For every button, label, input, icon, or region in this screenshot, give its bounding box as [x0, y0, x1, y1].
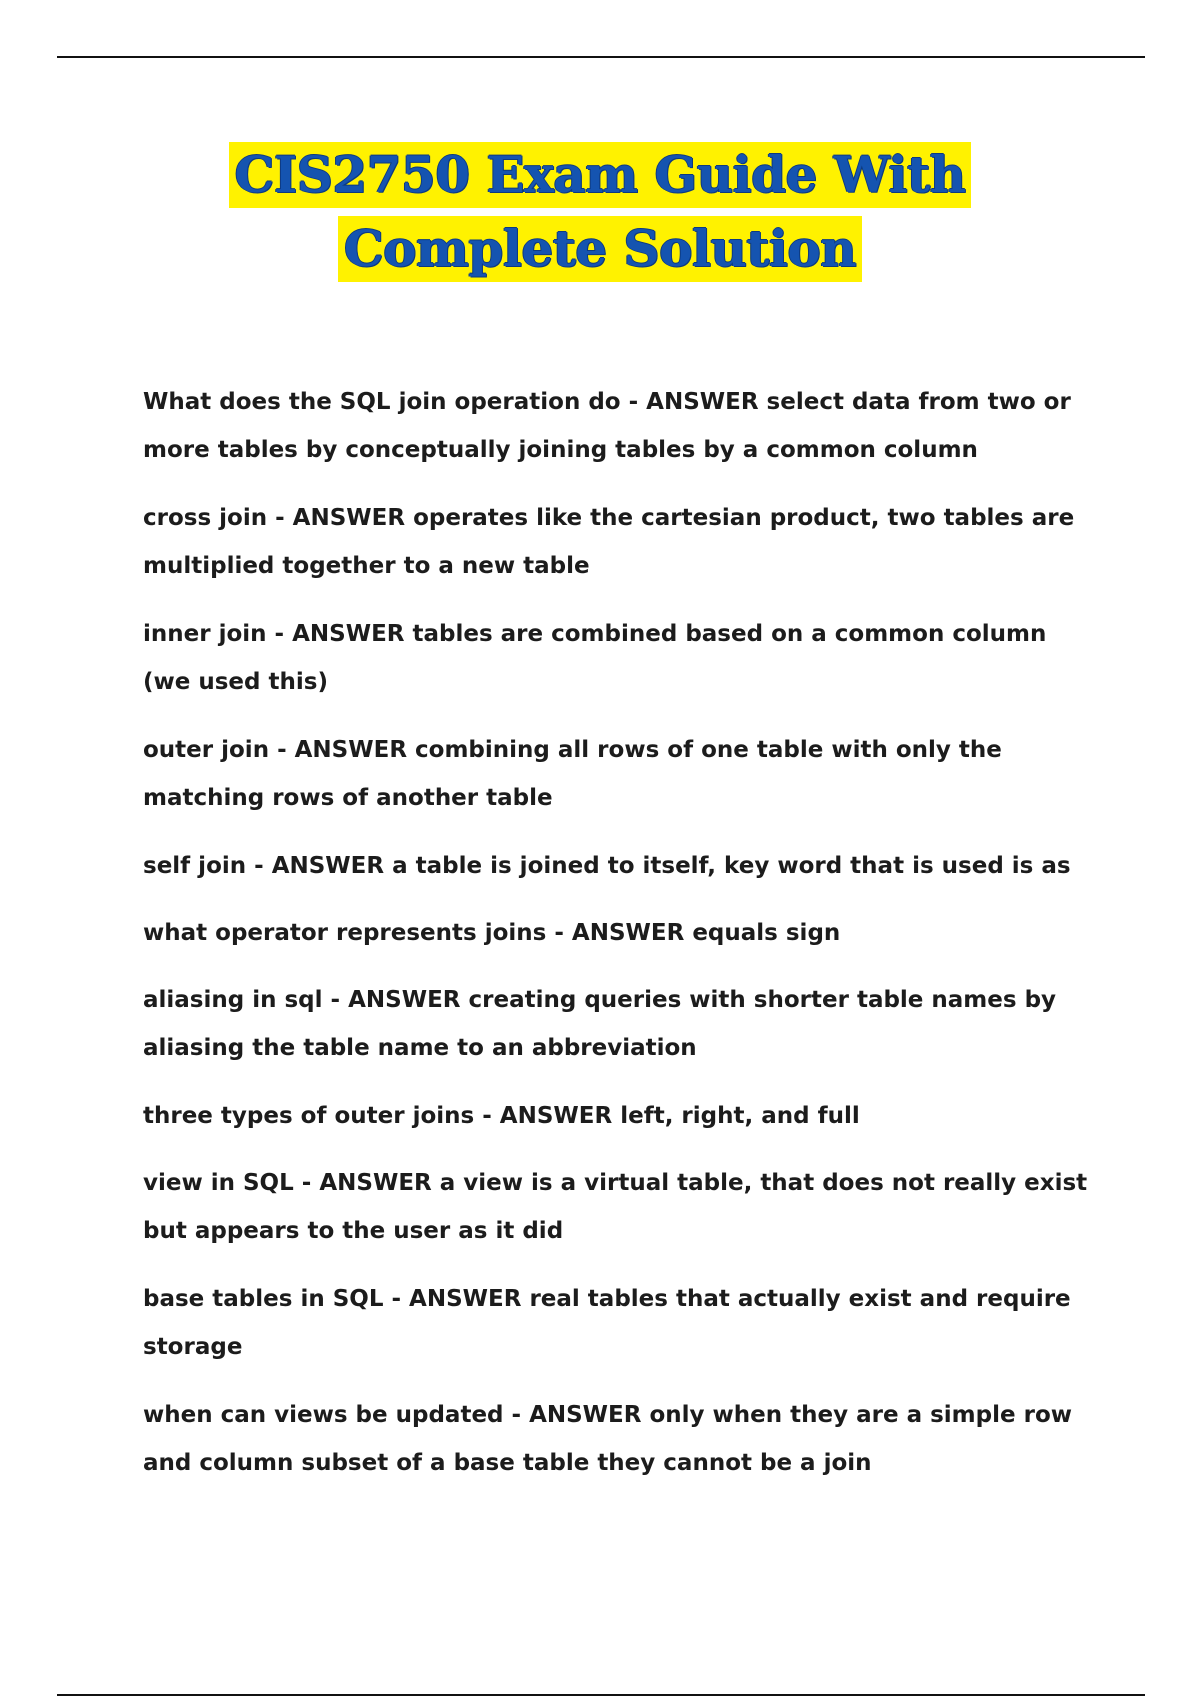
qa-item: when can views be updated - ANSWER only when they are a simple row and column subset of a base table they cannot be a join	[143, 1402, 1072, 1476]
qa-item: What does the SQL join operation do - ANSWER select data from two or more tables by conceptually joining tables by a common column	[143, 389, 1071, 463]
document-title	[0, 142, 1200, 290]
qa-item: view in SQL - ANSWER a view is a virtual table, that does not really exist but appears to the user as it did	[143, 1170, 1088, 1244]
qa-item: cross join - ANSWER operates like the cartesian product, two tables are multiplied together to a new table	[143, 505, 1075, 579]
qa-item: outer join - ANSWER combining all rows of one table with only the matching rows of another table	[143, 737, 1002, 811]
qa-item: base tables in SQL - ANSWER real tables that actually exist and require storage	[143, 1286, 1071, 1360]
qa-item: inner join - ANSWER tables are combined based on a common column (we used this)	[143, 621, 1047, 695]
qa-item: self join - ANSWER a table is joined to itself, key word that is used is as	[143, 853, 1071, 879]
title-line-1: CIS2750 Exam Guide With	[229, 142, 972, 208]
qa-item: three types of outer joins - ANSWER left, right, and full	[143, 1103, 860, 1129]
title-line-2: Complete Solution	[338, 216, 862, 282]
qa-item: what operator represents joins - ANSWER equals sign	[143, 920, 841, 946]
top-divider	[57, 56, 1145, 58]
qa-item: aliasing in sql - ANSWER creating queries with shorter table names by aliasing the table name to an abbreviation	[143, 987, 1057, 1061]
bottom-divider	[57, 1694, 1145, 1696]
qa-list	[143, 378, 1093, 1507]
